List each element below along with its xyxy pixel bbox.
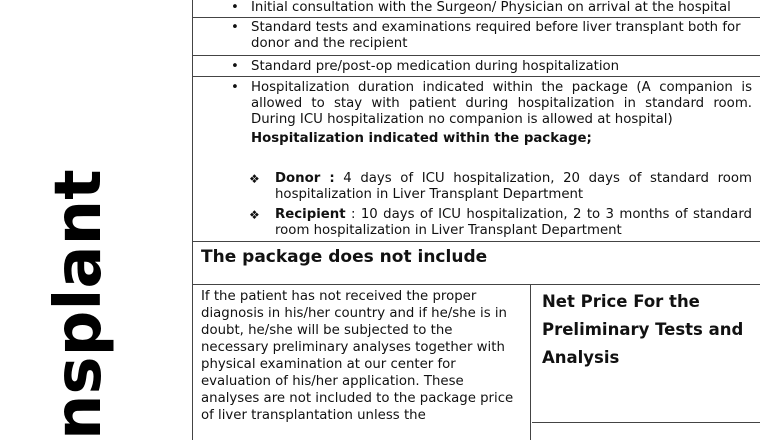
include-item-3: • Standard pre/post-op medication during hospitalization <box>193 59 760 75</box>
includes-row-1 <box>193 0 760 18</box>
diamond-bullet-icon: ❖ <box>249 172 260 186</box>
donor-text: 4 days of ICU hospitalization, 20 days of standard room hospitalization in Liver Transplant Department <box>275 171 752 202</box>
not-included-heading: The package does not include <box>201 247 488 267</box>
side-title: nsplant <box>42 169 116 440</box>
includes-row-2 <box>193 18 760 56</box>
donor-label: Donor : <box>275 171 335 186</box>
donor-item <box>193 171 760 203</box>
include-item-2: • Standard tests and examinations required before liver transplant both for donor and the recipient <box>193 20 760 52</box>
preliminary-section <box>193 285 760 440</box>
side-title-cell <box>0 0 193 440</box>
include-item-4: • Hospitalization duration indicated within the package (A companion is allowed to stay with patient during hospitalization in standard room. During ICU hospitalization no companion is allowed at hospital) <box>193 80 760 128</box>
includes-row-3 <box>193 56 760 77</box>
include-item-1: • Initial consultation with the Surgeon/ Physician on arrival at the hospital <box>193 0 760 16</box>
includes-row-4 <box>193 77 760 242</box>
recipient-label: Recipient <box>275 207 346 222</box>
recipient-item <box>193 207 760 239</box>
diamond-bullet-icon: ❖ <box>249 208 260 222</box>
net-price-heading: Net Price For the Preliminary Tests and Analysis <box>532 285 760 423</box>
preliminary-text: If the patient has not received the proper diagnosis in his/her country and if he/she is in doubt, he/she will be subjected to the necessary preliminary analyses together with physical examination at our center for evaluation of his/her application. These analyses are not included to the package price of liver transplantation unless the <box>193 285 531 440</box>
recipient-text: : 10 days of ICU hospitalization, 2 to 3 months of standard room hospitalization in Liver Transplant Department <box>275 207 752 238</box>
hospitalization-heading: Hospitalization indicated within the package; <box>251 131 592 146</box>
not-included-row <box>193 242 760 285</box>
